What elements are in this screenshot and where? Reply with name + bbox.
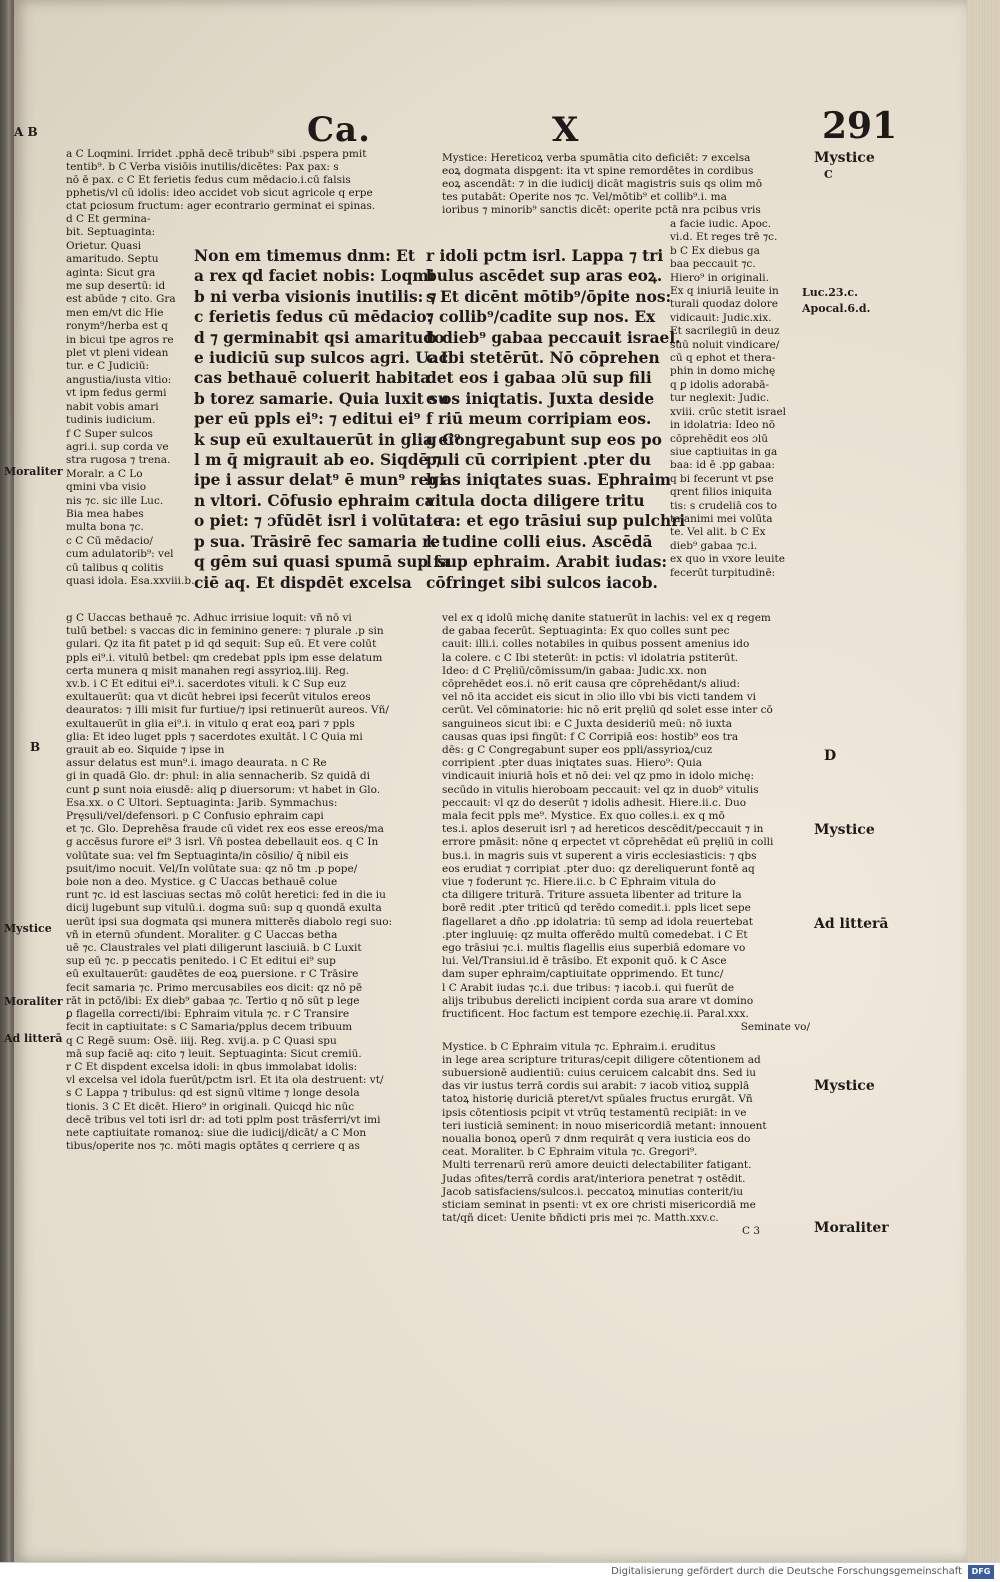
margin-moraliter-right: Moraliter xyxy=(814,1220,889,1236)
gloss-line: uē ⁊c. Claustrales vel plati diligerunt lasciuiā. b C Luxit xyxy=(66,942,362,955)
gloss-line: Moralr. a C Lo xyxy=(66,467,143,480)
gloss-line: bit. Septuaginta: xyxy=(66,226,156,239)
gloss-line: Mystice: Hereticoꝝ verba spumātia cito deficiēt: ⁊ excelsa xyxy=(442,152,751,164)
main-text-line: c Ibi stetērūt. Nō cōprehen xyxy=(426,349,660,368)
gloss-line: fecit in captiuitate: s C Samaria/pplus decem tribuum xyxy=(66,1021,353,1034)
gloss-line: tis: s crudeliā cos to xyxy=(670,499,777,512)
gloss-line: vt ipm fedus germi xyxy=(66,387,167,400)
gloss-line: Mystice. b C Ephraim vitula ⁊c. Ephraim.i. eruditus xyxy=(442,1040,716,1053)
gloss-line: b C Ex diebus ga xyxy=(670,244,760,257)
gloss-line: Ideo: d C Pręliū/cōmissum/in gabaa: Judic.xx. non xyxy=(442,664,707,677)
footer-bar xyxy=(0,1562,1000,1582)
gloss-line: stra rugosa ⁊ trena. xyxy=(66,454,171,467)
left-gloss-column xyxy=(66,213,195,588)
gloss-line: runt ⁊c. id est lasciuas sectas mō colūt heretici: fed in die iu xyxy=(66,889,386,902)
gloss-line: dicij lugebunt sup vitulū.i. dogma suū: sup q quondā exulta xyxy=(66,902,382,915)
margin-mystice-right: Mystice xyxy=(814,150,875,166)
gloss-line: te. Vel alit. b C Ex xyxy=(670,526,766,539)
gloss-line: tatoꝝ historię duriciā pteret/vt spūales fructus erurgāt. Vñ xyxy=(442,1093,753,1106)
gloss-line: peccauit: vl qz do deserūt ⁊ idolis adhesit. Hiere.ii.c. Duo xyxy=(442,796,747,809)
margin-moraliter-1: Moraliter xyxy=(4,465,63,478)
gloss-line: tentib⁹. b C Verba visiōis inutilis/dicētes: Pax pax: s xyxy=(66,161,339,173)
gloss-line: me sup desertū: id xyxy=(66,280,166,293)
gloss-line: baa peccauit ⁊c. xyxy=(670,258,756,271)
main-text-line: b ni verba visionis inutilis: ⁊ xyxy=(194,287,437,306)
margin-mystice-left: Mystice xyxy=(4,922,52,935)
gloss-line: nabit vobis amari xyxy=(66,400,159,413)
gloss-line: deauratos: ⁊ illi misit fur furtiue/⁊ ipsi retinuerūt aureos. Vñ/ xyxy=(66,704,389,717)
gloss-line: vl excelsa vel idola fuerūt/pctm isrl. Et ita ola destruent: vt/ xyxy=(66,1074,384,1087)
left-gloss-top xyxy=(66,148,456,213)
gloss-line: in bicui tpe agros re xyxy=(66,333,174,346)
gloss-line: aginta: Sicut gra xyxy=(66,266,156,279)
lower-left-gloss xyxy=(66,612,426,1153)
gloss-line: cta diligere triturā. Triture assueta libenter ad triture la xyxy=(442,889,742,902)
gloss-line: nō ē pax. c C Et ferietis fedus cum mēdacio.i.cū falsis xyxy=(66,174,351,186)
gloss-line: de gabaa fecerūt. Septuaginta: Ex quo colles sunt pec xyxy=(442,625,730,638)
book-page xyxy=(4,0,967,1562)
main-text-line: ciē aq. Et dispdēt excelsa xyxy=(194,573,412,592)
gloss-line: decē tribus vel toti isrl dr: ad toti pplm post trāsferri/vt imi xyxy=(66,1113,381,1126)
gloss-line: das vir iustus terrā cordis sui arabit: ⁊ iacob vitioꝝ supplā xyxy=(442,1080,750,1093)
gloss-line: a C Loqmini. Irridet .pphā decē tribub⁹ sibi .pspera pmit xyxy=(66,148,367,160)
gloss-line: vel ex q idolū michę danite statuerūt in lachis: vel ex q regem xyxy=(442,612,771,624)
gloss-line: nete captiuitate romanoꝝ: siue die iudicij/dicāt/ a C Mon xyxy=(66,1126,367,1139)
gloss-line: ctat ꝑciosum fructum: ager econtrario germinat ei spinas. xyxy=(66,200,376,212)
main-text-line: ipe i assur delat⁹ ē mun⁹ regi xyxy=(194,471,445,490)
gloss-line: eū exultauerūt: gaudētes de eoꝝ puersione. r C Trāsire xyxy=(66,968,359,981)
gloss-line: Seminate vo/ xyxy=(740,1021,810,1034)
gloss-line: boie non a deo. Mystice. g C Uaccas bethauē colue xyxy=(66,876,338,889)
gloss-line: cōprehēdet eos.i. nō erit causa qre cōprehēdant/s aliud: xyxy=(442,678,741,691)
main-text-left-column xyxy=(194,246,461,593)
main-text-line: a rex qd faciet nobis: Loqmi xyxy=(194,267,435,286)
main-text-line: cas bethauē coluerit habita xyxy=(194,369,431,388)
gloss-line: turali quodaz dolore xyxy=(670,298,778,311)
page-number: 291 xyxy=(822,105,898,147)
gloss-line: cū q ephot et thera- xyxy=(670,352,776,365)
gloss-line: tes.i. aplos deseruit isrl ⁊ ad hereticos descēdit/peccauit ⁊ in xyxy=(442,823,764,836)
gloss-line: ta animi mei volūta xyxy=(670,512,773,525)
gloss-line: c C Cū mēdacio/ xyxy=(66,534,153,547)
gloss-line: tulū betbel: s vaccas dic in feminino genere: ⁊ plurale .p sin xyxy=(66,625,384,638)
gloss-line: sticiam seminat in psenti: vt ex ore christi misericordiā me xyxy=(442,1198,756,1211)
gloss-line: Multi terrenarū rerū amore deuicti delectabiliter fatigant. xyxy=(442,1159,752,1172)
gloss-line: tionis. 3 C Et dicēt. Hiero⁹ in originali. Quicqd hic nūc xyxy=(66,1100,355,1113)
gloss-line: g C Uaccas bethauē ⁊c. Adhuc irrisiue loquit: vñ nō vi xyxy=(66,612,352,624)
main-text-line: p sua. Trāsirē fec samaria re xyxy=(194,532,441,551)
gloss-line: eos erudiat ⁊ corripiat .pter duo: qz dereliquerunt fontē aq xyxy=(442,862,755,875)
gloss-line: suū noluit vindicare/ xyxy=(670,338,780,351)
gloss-line: certa munera q misit manahen regi assyrioꝝ.iiij. Reg. xyxy=(66,664,350,677)
gloss-line: flagellaret a dño .pꝑ idolatria: tū semp ad idola reuertebat xyxy=(442,915,753,928)
main-text-line: e os iniqtatis. Juxta deside xyxy=(426,389,655,408)
gloss-line: subuersionē audientiū: cuius ceruicem calcabit dns. Sed iu xyxy=(442,1066,757,1079)
gloss-line: viue ⁊ foderunt ⁊c. Hiere.ii.c. b C Ephraim vitula do xyxy=(442,876,716,889)
gloss-line: angustia/iusta vltio: xyxy=(66,373,172,386)
gloss-line: exultauerūt: qua vt dicūt hebrei ipsi fecerūt vitulos ereos xyxy=(66,691,371,704)
gloss-line: men em/vt dic Hie xyxy=(66,306,164,319)
gloss-line: assur delatus est mun⁹.i. imago deaurata. n C Re xyxy=(66,757,327,770)
main-text-line: k tudine colli eius. Ascēdā xyxy=(426,532,653,551)
gloss-line: s C Lappa ⁊ tribulus: qd est signū vltime ⁊ longe desola xyxy=(66,1087,360,1100)
page-stack-edge xyxy=(967,0,1000,1562)
gloss-line: pphetis/vl cū idolis: ideo accidet vob sicut agricole q erpe xyxy=(66,187,373,199)
gloss-line: cum adulatorib⁹: vel xyxy=(66,548,174,561)
gloss-line: siue captiuitas in ga xyxy=(670,445,778,458)
gloss-line: nis ⁊c. sic ille Luc. xyxy=(66,494,164,507)
gloss-line: amaritudo. Septu xyxy=(66,253,159,266)
gloss-line: r C Et dispdent excelsa idoli: in qbus immolabat idolis: xyxy=(66,1060,358,1073)
main-text-line: d ⁊ germinabit qsi amaritudo xyxy=(194,328,445,347)
gloss-line: ex quo in vxore leuite xyxy=(670,553,785,566)
gloss-line: tibus/operite nos ⁊c. mōti magis optātes q cerriere q as xyxy=(66,1140,360,1153)
gloss-line: Jacob satisfaciens/sulcos.i. peccatoꝝ minutias conterit/iu xyxy=(442,1185,744,1198)
main-text-line: s Et dicēnt mōtib⁹/ōpite nos: xyxy=(426,287,672,306)
gloss-line: q bi fecerunt vt ꝑse xyxy=(670,472,774,485)
gloss-line: vñ in eternū ɔfundent. Moraliter. g C Uaccas betha xyxy=(66,928,338,941)
gloss-line: alijs tribubus derelicti incipient corda sua arare vt domino xyxy=(442,994,754,1007)
gloss-line: multa bona ⁊c. xyxy=(66,521,144,534)
gloss-line: secūdo in vitulis hieroboam peccauit: vel qz in duob⁹ vitulis xyxy=(442,783,759,796)
gloss-line: ioribus ⁊ minorib⁹ sanctis dicēt: operite pctā nra pcibus vris xyxy=(442,204,761,216)
margin-letter-b: B xyxy=(30,740,41,754)
gloss-line: ppls ei⁹.i. vitulū betbel: qm credebat ppls ipm esse delatum xyxy=(66,651,383,664)
gloss-line: tudinis iudicium. xyxy=(66,414,156,427)
gloss-line: f C Super sulcos xyxy=(66,427,153,440)
main-text-line: l m q̄ migrauit ab eo. Siqdē ⁊ xyxy=(194,451,442,470)
gloss-line: plet vt pleni videan xyxy=(66,347,169,360)
gloss-line: vi.d. Et reges trē ⁊c. xyxy=(670,231,778,244)
gloss-line: ronym⁹/herba est q xyxy=(66,320,168,333)
gloss-line: exultauerūt in glia ei⁹.i. in vitulo q erat eoꝝ pari ⁊ ppls xyxy=(66,717,355,730)
lower-right-gloss xyxy=(442,612,810,1239)
main-text-line: c ferietis fedus cū mēdacio: xyxy=(194,308,433,327)
main-text-line: ⁊ collib⁹/cadite sup nos. Ex xyxy=(426,308,656,327)
margin-ad-littera-right: Ad litterā xyxy=(814,916,889,932)
dfg-logo-icon: DFG xyxy=(968,1565,994,1579)
gloss-line: cerūt. Vel cōminatorie: hic nō erit pręliū qd solet esse inter cō xyxy=(442,704,773,717)
gloss-line: fecerūt turpitudinē: xyxy=(670,566,776,579)
main-text-line: n vltori. Cōfusio ephraim ca xyxy=(194,491,435,510)
main-text-line: e iudiciū sup sulcos agri. Uac xyxy=(194,349,449,368)
gloss-line: ipsis cōtentiosis pcipit vt vtrūq testamentū recipiāt: in ve xyxy=(442,1106,747,1119)
gloss-line: psuit/imo nocuit. Vel/In volūtate sua: qz nō tm .p pope/ xyxy=(66,862,358,875)
gloss-line: eoꝝ dogmata dispgent: ita vt spine remordētes in cordibus xyxy=(442,165,754,177)
main-text-line: det eos i gabaa ɔlū sup fili xyxy=(426,369,652,388)
gloss-line: xviii. crūc stetit israel xyxy=(670,405,787,418)
margin-letters-ab: A B xyxy=(14,125,38,139)
gloss-line: bus.i. in magris suis vt superent a viris ecclesiasticis: ⁊ qbs xyxy=(442,849,757,862)
margin-letter-c: C xyxy=(824,168,833,181)
right-gloss-column xyxy=(670,218,802,580)
main-text-line: per eū ppls ei⁹: ⁊ editui ei⁹ xyxy=(194,410,421,429)
funding-credit: Digitalisierung gefördert durch die Deutsche Forschungsgemeinschaft xyxy=(611,1566,962,1577)
margin-mystice-right-2: Mystice xyxy=(814,822,875,838)
gloss-line: a facie iudic. Apoc. xyxy=(670,218,772,230)
gloss-line: tes putabāt: Operite nos ⁊c. Vel/mōtib⁹ et collib⁹.i. ma xyxy=(442,191,727,203)
gloss-line: ꝑ flagella correcti/ibi: Ephraim vitula ⁊c. r C Transire xyxy=(66,1008,350,1021)
margin-moraliter-2: Moraliter xyxy=(4,995,63,1008)
gloss-line: .pter ingluuię: qz multa offerēdo multū comedebat. i C Et xyxy=(442,928,748,941)
gloss-line: borē redit .pter triticū qd terēdo comedit.i. ppls licet sepe xyxy=(442,902,751,915)
gloss-line: Orietur. Quasi xyxy=(66,239,142,252)
gloss-line: volūtate sua: vel fm Septuaginta/in cōsilio/ q̄ nibil eis xyxy=(66,849,349,862)
gloss-line: baa: id ē .pꝑ gabaa: xyxy=(670,459,775,472)
gloss-line: in lege area scripture trituras/cepit diligere cōtentionem ad xyxy=(442,1053,761,1066)
main-text-line: Non em timemus dnm: Et xyxy=(194,247,415,265)
gloss-line: cauit: illi.i. colles notabiles in quibus possent amenius ido xyxy=(442,638,750,651)
main-text-line: b torez samarie. Quia luxit su xyxy=(194,389,450,408)
gloss-line: teri iusticiā seminent: in nouo misericordiā metant: innouent xyxy=(442,1119,767,1132)
gloss-line: xv.b. i C Et editui ei⁹.i. sacerdotes vituli. k C Sup euz xyxy=(66,678,346,691)
margin-ref-luke: Luc.23.c. xyxy=(802,286,858,299)
gloss-line: mā sup faciē aq: cito ⁊ leuit. Septuaginta: Sicut cremiū. xyxy=(66,1047,362,1060)
gloss-line: agri.i. sup corda ve xyxy=(66,440,169,453)
running-head-chapter: X xyxy=(552,110,579,150)
gloss-line: q ꝑ idolis adorabā- xyxy=(670,378,770,391)
gloss-line: qrent filios iniquita xyxy=(670,486,772,499)
margin-letter-d: D xyxy=(824,748,837,764)
gloss-line: mala fecit ppls me⁹. Mystice. Ex quo colles.i. ex q mō xyxy=(442,810,725,823)
gloss-line: vel nō ita accidet eis sicut in ɔlio illo vbi bis victi tandem vi xyxy=(442,691,757,704)
main-text-line: i ra: et ego trāsiui sup pulchri xyxy=(426,512,686,531)
gloss-line: vindicauit iniuriā hoīs et nō dei: vel qz pmo in idolo michę: xyxy=(442,770,755,783)
gloss-line: dēs: g C Congregabunt super eos ppli/assyrioꝝ/cuz xyxy=(442,744,713,757)
gloss-line: grauit ab eo. Siquide ⁊ ipse in xyxy=(66,744,225,757)
gloss-line: cū talibus q colitis xyxy=(66,561,164,574)
gloss-line: corripient .pter duas iniqtates suas. Hiero⁹: Quia xyxy=(442,757,702,770)
gloss-line: lui. Vel/Transiui.id ē trāsibo. Et exponit quō. k C Asce xyxy=(442,955,727,968)
signature-mark: C 3 xyxy=(742,1225,761,1238)
main-text-line: vitula docta diligere tritu xyxy=(426,491,645,510)
gloss-line: cunt ꝑ sunt noia eiusdē: aliq ꝑ diuersorum: vt habet in Glo. xyxy=(66,783,381,796)
main-text-line: r idoli pctm isrl. Lappa ⁊ tri xyxy=(426,247,664,265)
gloss-line: sup eū ⁊c. p peccatis penitedo. i C Et editui ei⁹ sup xyxy=(66,955,336,968)
gloss-line: d C Et germina- xyxy=(66,213,151,225)
gloss-line: Esa.xx. o C Ultori. Septuaginta: Jarib. Symmachus: xyxy=(66,796,338,809)
main-text-line: k sup eū exultauerūt in glia ei⁹ xyxy=(194,430,461,449)
main-text-line: o piet: ⁊ ɔfūdēt isrl i volūtate xyxy=(194,512,443,531)
gloss-line: Hiero⁹ in originali. xyxy=(670,271,769,284)
running-head-left: Ca. xyxy=(307,110,371,150)
gloss-line: dam super ephraim/captiuitate opprimendo. Et tunc/ xyxy=(442,968,724,981)
gloss-line: fecit samaria ⁊c. Primo mercusabiles eos dicit: qz nō pē xyxy=(66,981,363,994)
main-text-line: l sup ephraim. Arabit iudas: xyxy=(426,553,668,572)
gloss-line: Et sacrilegiū in deuz xyxy=(670,325,780,338)
gloss-line: vidicauit: Judic.xix. xyxy=(670,311,772,324)
main-text-line: bulus ascēdet sup aras eoꝝ. xyxy=(426,267,663,286)
gloss-line: quasi idola. Esa.xxviii.b. xyxy=(66,574,195,587)
gloss-line: et ⁊c. Glo. Deprehēsa fraude cū videt rex eos esse ereos/ma xyxy=(66,823,384,836)
gloss-line: fructificent. Hoc factum est tempore ezechię.ii. Paral.xxx. xyxy=(442,1008,749,1021)
gloss-line: gi in quadā Glo. dr: phul: in alia sennacherib. Sz quidā di xyxy=(66,770,370,783)
gloss-line: ceat. Moraliter. b C Ephraim vitula ⁊c. Gregori⁹. xyxy=(442,1146,698,1159)
main-text-line: puli cū corripient .pter du xyxy=(426,451,652,470)
gloss-line: tur neglexit: Judic. xyxy=(670,392,770,405)
gloss-line: Bia mea habes xyxy=(66,507,144,520)
gloss-line: cōprehēdit eos ɔlū xyxy=(670,432,769,445)
gloss-line: tat/qñ dicet: Uenite bñdicti pris mei ⁊c. Matth.xxv.c. xyxy=(442,1212,719,1225)
main-text-line: q gēm sui quasi spumā sup fa xyxy=(194,553,450,572)
gloss-line: q C Regē suum: Osē. iiij. Reg. xvij.a. p C Quasi spu xyxy=(66,1034,337,1047)
gloss-line: qmini vba visio xyxy=(66,481,147,494)
gloss-line: Ex q iniuriā leuite in xyxy=(670,285,779,298)
gloss-line: gulari. Qz ita fit patet p id qd sequit: Sup eū. Et vere colūt xyxy=(66,638,377,651)
gloss-line: uerūt ipsi sua dogmata qsi munera mitterēs diabolo regi suo: xyxy=(66,915,393,928)
main-text-right-column xyxy=(426,246,686,593)
gloss-line: est abūde ⁊ cito. Gra xyxy=(66,293,176,306)
gloss-line: rāt in pctō/ibi: Ex dieb⁹ gabaa ⁊c. Tertio q nō sūt p lege xyxy=(66,994,360,1007)
gloss-line: Judas ɔfites/terrā cordis arat/interiora penetrat ⁊ ostēdit. xyxy=(442,1172,746,1185)
main-text-line: b as iniqtates suas. Ephraim xyxy=(426,471,671,490)
margin-ad-littera-left: Ad litterā xyxy=(4,1032,63,1045)
gloss-line: in idolatria: Ideo nō xyxy=(670,419,776,432)
gloss-line: noualia bonoꝝ operū ⁊ dnm requirāt q vera iusticia eos do xyxy=(442,1132,751,1145)
main-text-line: b dieb⁹ gabaa peccauit israel. xyxy=(426,328,681,347)
main-text-line: cōfringet sibi sulcos iacob. xyxy=(426,573,658,592)
gloss-line: sanguineos sicut ibi: e C Juxta desideriū meū: nō iuxta xyxy=(442,717,733,730)
gloss-line: tur. e C Judiciū: xyxy=(66,360,150,373)
gloss-line: glia: Et ideo luget ppls ⁊ sacerdotes exultāt. l C Quia mi xyxy=(66,730,363,743)
right-gloss-top xyxy=(442,152,812,217)
gloss-line: causas quas ipsi fingūt: f C Corripiā eos: hostib⁹ eos tra xyxy=(442,730,739,743)
gloss-line: g accēsus furore ei⁹ 3 isrl. Vñ postea debellauit eos. q C In xyxy=(66,836,379,849)
margin-mystice-right-3: Mystice xyxy=(814,1078,875,1094)
gloss-line: eoꝝ ascendāt: ⁊ in die iudicij dicāt magistris suis qs olim mō xyxy=(442,178,763,190)
gloss-line: l C Arabit iudas ⁊c.i. due tribus: ⁊ iacob.i. qui fuerūt de xyxy=(442,981,735,994)
margin-ref-apocalypse: Apocal.6.d. xyxy=(802,302,871,315)
gloss-line: dieb⁹ gabaa ⁊c.i. xyxy=(670,539,758,552)
gloss-line: Pręsuli/vel/defensori. p C Confusio ephraim capi xyxy=(66,810,324,823)
gloss-line: phin in domo michę xyxy=(670,365,776,378)
gloss-line: errore pmāsit: nōne q erpectet vt cōprehēdat eū pręliū in colli xyxy=(442,836,774,849)
main-text-line: g Congregabunt sup eos po xyxy=(426,430,662,449)
gloss-line: la colere. c C Ibi steterūt: in pctis: vl idolatria pstiterūt. xyxy=(442,651,739,664)
main-text-line: f riū meum corripiam eos. xyxy=(426,410,652,429)
gloss-line: ego trāsiui ⁊c.i. multis flagellis eius superbiā edomare vo xyxy=(442,942,746,955)
